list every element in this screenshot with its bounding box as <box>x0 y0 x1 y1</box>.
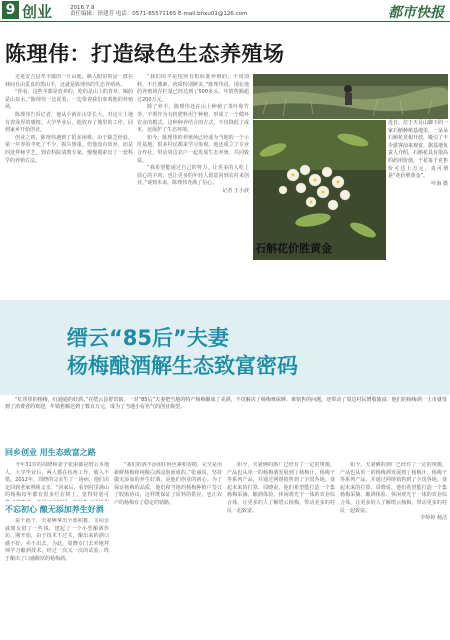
article2-column-2 <box>114 462 222 638</box>
issue-date: 2016.7.9 <box>70 5 95 11</box>
article1-paragraph: 陈理伟告诉记者，他从小就在山里长大，对这片土地有着深厚的感情。大学毕业后，他放弃了城里的工作，回到家乡开始创业。 <box>5 111 133 134</box>
article2-column-1b <box>5 518 109 638</box>
page-header <box>0 0 450 22</box>
article2-column-1a <box>5 462 109 501</box>
article2-column-4 <box>340 462 447 638</box>
article2-paragraph: 如今，夫妻俩的酒厂已经有了一定的规模，产品也从单一的杨梅酒发展到了杨梅汁、杨梅干等系列产品，并通过网络销售到了全国各地。谈起未来的打算，周晓说，他们希望能打造一个集杨梅采摘、酿酒体验、休闲观光于一体的农业综合体，让更多的人了解缙云杨梅，带动更多的村民一起致富。 <box>340 462 447 514</box>
phone-contact: 电话：0571-85571165 <box>115 11 177 17</box>
photo-sidebar-text <box>388 120 448 256</box>
article2-paragraph: 今年31岁的周晓和妻子张丽都是缙云本地人。大学毕业后，两人都在杭州工作，收入不错。2012年，周晓的父亲生了一场病，他们决定回到老家照顾父亲。“回家后，看到村里满山的杨梅每年都有很多烂在树上，觉得特别可 <box>5 462 109 499</box>
article1-title: 陈理伟：打造绿色生态养殖场 <box>5 42 285 66</box>
field-photo <box>253 74 448 119</box>
email-contact: E-mail:bhxu01@126.com <box>178 11 248 17</box>
article1-paragraph: 如今，陈理伟的养殖场已经成为当地的一个示范基地，很多村民都来学习参观。他还成立了专业合作社，带动周边农户一起发展生态养殖，共同致富。 <box>137 134 249 164</box>
article2-subheading-1 <box>5 447 115 458</box>
article1-paragraph: “我们的羊是按照有机标准养殖的，不用饲料，不打激素，肉质特别鲜美。”陈理伟说，现在他的养殖场存栏量已经达到了500多头，年销售额超过200万元。 <box>137 74 249 103</box>
article2-paragraph: 说干就干，夫妻俩拿出全部积蓄，又向亲戚朋友借了一些钱，建起了一个小型酿酒作坊。刚开始，由于技术不过关，酿出来的酒口感不好，卖不出去。为此，周晓专门去外地拜师学习酿酒技术，经过一次又一次的试验，终于酿出了口感醇厚的杨梅酒。 <box>5 518 109 562</box>
article1-paragraph: 创业之初，陈理伟遇到了很多困难。由于缺乏经验，第一年养的羊死了不少，损失惨重。但他没有放弃，而是四处拜师学艺，到农科院请教专家，慢慢摸索出了一套科学的养殖方法。 <box>5 134 133 164</box>
article2-title-line2: 杨梅酿酒解生态致富密码 <box>67 354 298 378</box>
article2-paragraph: 如今，夫妻俩的酒厂已经有了一定的规模，产品也从单一的杨梅酒发展到了杨梅汁、杨梅干等系列产品，并通过网络销售到了全国各地。谈起未来的打算，周晓说，他们希望能打造一个集杨梅采摘、酿酒体验、休闲观光于一体的农业综合体，让更多的人了解缙云杨梅，带动更多的村民一起致富。 <box>227 462 335 514</box>
flower-photo-caption: 石斛花价胜黄金 <box>255 242 332 255</box>
field-photo-image <box>253 74 448 119</box>
article1-paragraph: “我希望能通过自己的努力，让更多的人吃上放心的羊肉，也让更多的年轻人愿意回到农村来创业。”谈到未来，陈理伟充满了信心。 <box>137 165 249 187</box>
article2-subheading-2 <box>5 504 115 515</box>
flower-photo <box>253 120 386 260</box>
section-name: 创业 <box>22 3 53 21</box>
article1-paragraph: 走进安吉县孝丰镇的一片山地，映入眼帘的是一群在林间自由觅食的黑山羊，这就是陈理伟的生态养殖场。 <box>5 74 133 88</box>
subheading-2-text: 不忘初心 酿无添加养生好酒 <box>5 505 104 514</box>
article2-title-line1: 缙云“85后”夫妻 <box>67 326 229 350</box>
article1-column-1 <box>5 74 133 297</box>
subheading-1-text: 回乡创业 用生态致富之路 <box>5 448 96 457</box>
masthead-logo: 都市快报 <box>388 5 444 21</box>
article2-paragraph: “我们的酒不添加任何色素和香精，完全是用新鲜杨梅和纯粮白酒浸泡而成的。”张丽说，坚持做无添加的养生好酒，是他们创业的初心。为了保证杨梅的品质，他们和当地的杨梅种植户签订了收购协议，这样既保证了原料的供应，也让农户的杨梅有了稳定的销路。 <box>114 462 222 506</box>
editor-credit: 责任编辑：徐建芳 <box>70 11 115 17</box>
article1-author: 记者 王小波 <box>222 187 249 194</box>
sidebar-body: 近日，位于天目山脚下的一家石斛种植基地里，一朵朵石斛花竞相开放，吸引了不少游客前来观赏。据基地负责人介绍，石斛花具有很高的药用价值，干花每千克售价可达上万元，真可谓是“花价胜黄金”。 <box>388 120 449 180</box>
sidebar-byline: 叶海 摄 <box>431 180 448 187</box>
article1-paragraph: “你看，这些羊都是放养的，吃的是山上的青草，喝的是山泉水。”陈理伟一边说着，一边带着我们参观他的养殖场。 <box>5 89 133 111</box>
article2-deck: “红彤彤的杨梅，红通通的好酒。”在缙云县舒洪镇，一对“85后”夫妻把当地的特产杨梅酿成了美酒，不仅解决了杨梅难保鲜、难销售的问题，还带动了周边村民增收致富。他们的杨梅酒一上市就受到了消费者的欢迎，年销售额达到了数百万元，成为了当地小有名气的创业典型。 <box>5 397 447 411</box>
article2-byline: 李婷婷 杨洁 <box>420 515 447 522</box>
page-number: 9 <box>2 1 19 19</box>
article1-column-2 <box>137 74 249 297</box>
flower-photo-image <box>253 120 386 260</box>
article2-column-3 <box>227 462 335 638</box>
header-meta <box>70 5 247 17</box>
article1-paragraph: 除了养羊，陈理伟还在山上种植了茶叶和竹笋，羊粪作为有机肥料用于种植，形成了一个循环农业的模式。这种种养结合的方式，不仅降低了成本，还保护了生态环境。 <box>137 104 249 134</box>
